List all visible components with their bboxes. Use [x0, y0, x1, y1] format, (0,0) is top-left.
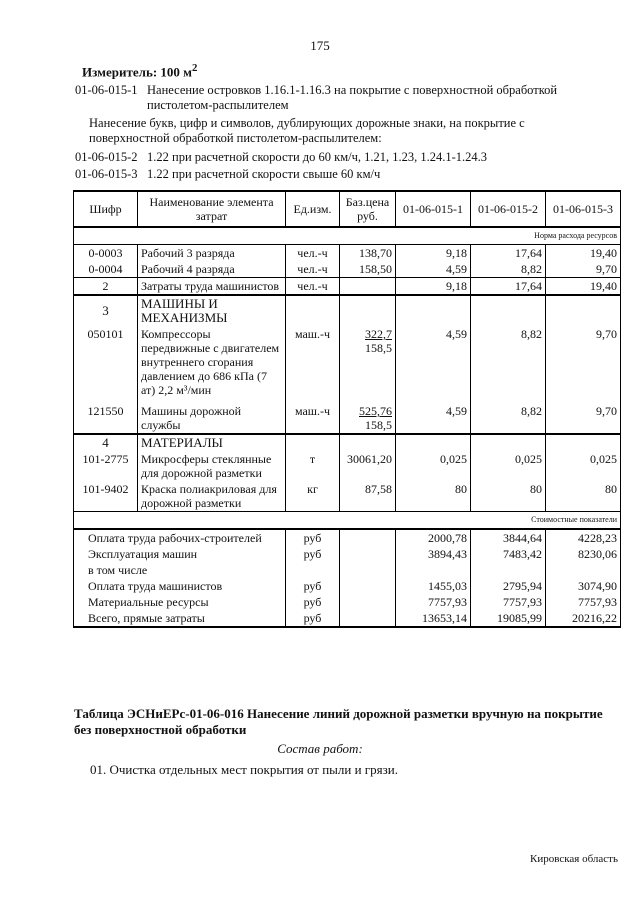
cell-code: 0-0003: [74, 245, 138, 262]
table-row: [74, 278, 621, 296]
norm-caption: Норма расхода ресурсов: [74, 227, 621, 245]
cell-price: [340, 278, 396, 296]
description-text: 1.22 при расчетной скорости свыше 60 км/ч: [147, 167, 381, 181]
description-text: Нанесение островков 1.16.1-1.16.3 на покрытие с поверхностной обработкой: [147, 83, 558, 97]
composition-title: Состав работ:: [277, 741, 363, 756]
cell-unit: маш.-ч: [286, 398, 340, 434]
cell-value: 19,40: [546, 278, 621, 296]
total-row: [74, 594, 621, 610]
description-text-cont: пистолетом-распылителем: [147, 98, 289, 112]
cell-value: 4,59: [396, 398, 471, 434]
cell-value: 80: [471, 481, 546, 512]
total-sub-row: [74, 562, 621, 578]
total-name: Оплата труда машинистов: [74, 578, 286, 594]
cell-price: 87,58: [340, 481, 396, 512]
cell-value: 4,59: [396, 326, 471, 398]
total-value: 7757,93: [546, 594, 621, 610]
measure-text: Измеритель: 100 м: [82, 64, 193, 80]
cell-unit: чел.-ч: [286, 278, 340, 296]
total-value: 7757,93: [471, 594, 546, 610]
total-name: Материальные ресурсы: [74, 594, 286, 610]
table-row: [74, 326, 621, 398]
cell-value: 0,025: [546, 451, 621, 481]
header-col-3: 01-06-015-3: [546, 191, 621, 227]
cell-unit: чел.-ч: [286, 245, 340, 262]
cell-value: 0,025: [471, 451, 546, 481]
table-row: [74, 261, 621, 278]
table-row: [74, 451, 621, 481]
cell-name: Краска полиакриловая для дорожной разметки: [138, 481, 286, 512]
cell-value: 9,70: [546, 398, 621, 434]
total-name: Всего, прямые затраты: [74, 610, 286, 627]
cell-unit: чел.-ч: [286, 261, 340, 278]
price-denominator: 158,5: [365, 418, 392, 432]
section-title: МАШИНЫ И МЕХАНИЗМЫ: [138, 295, 286, 326]
cell-empty: [471, 562, 546, 578]
total-value: 13653,14: [396, 610, 471, 627]
cell-unit: кг: [286, 481, 340, 512]
total-value: 7483,42: [471, 546, 546, 562]
description-text-cont: поверхностной обработкой пистолетом-распылителем:: [89, 131, 382, 145]
cell-empty: [340, 562, 396, 578]
price-numerator: 525,76: [359, 404, 392, 418]
cell-value: 8,82: [471, 398, 546, 434]
cell-empty: [396, 562, 471, 578]
cell-empty: [340, 434, 396, 451]
cell-value: 9,18: [396, 278, 471, 296]
total-row: [74, 610, 621, 627]
description-text: 1.22 при расчетной скорости до 60 км/ч, 1.21, 1.23, 1.24.1-1.24.3: [147, 150, 488, 164]
description-4: [75, 167, 625, 182]
total-value: 3844,64: [471, 529, 546, 546]
cell-code: 2: [74, 278, 138, 296]
table-header-row: [74, 191, 621, 227]
total-value: 2000,78: [396, 529, 471, 546]
total-value: 3894,43: [396, 546, 471, 562]
cell-empty: [286, 434, 340, 451]
cell-value: 8,82: [471, 326, 546, 398]
cell-name: Машины дорожной службы: [138, 398, 286, 434]
cell-price: [340, 326, 396, 398]
total-value: 19085,99: [471, 610, 546, 627]
cell-unit: т: [286, 451, 340, 481]
cell-empty: [286, 295, 340, 326]
total-name: в том числе: [74, 562, 286, 578]
total-value: 3074,90: [546, 578, 621, 594]
cell-value: 9,70: [546, 261, 621, 278]
cell-empty: [546, 562, 621, 578]
total-value: 20216,22: [546, 610, 621, 627]
page-number: 175: [310, 38, 330, 53]
section-title: МАТЕРИАЛЫ: [138, 434, 286, 451]
table-row: [74, 398, 621, 434]
header-code: Шифр: [74, 191, 138, 227]
description-code: 01-06-015-3: [75, 167, 138, 181]
cell-empty: [286, 562, 340, 578]
header-price: Баз.цена руб.: [340, 191, 396, 227]
total-value: 2795,94: [471, 578, 546, 594]
cell-unit: маш.-ч: [286, 326, 340, 398]
cell-empty: [340, 529, 396, 546]
table-row: [74, 481, 621, 512]
cell-name: Микросферы стеклянные для дорожной разметки: [138, 451, 286, 481]
section-row-materials: [74, 434, 621, 451]
cell-name: Компрессоры передвижные с двигателем внутреннего сгорания давлением до 686 кПа (7 ат) 2,2 м³/мин: [138, 326, 286, 398]
cell-empty: [340, 594, 396, 610]
header-col-2: 01-06-015-2: [471, 191, 546, 227]
work-item: 01. Очистка отдельных мест покрытия от пыли и грязи.: [90, 762, 398, 777]
cell-code: 101-9402: [74, 481, 138, 512]
cell-code: 050101: [74, 326, 138, 398]
total-unit: руб: [286, 594, 340, 610]
cell-value: 9,18: [396, 245, 471, 262]
header-unit: Ед.изм.: [286, 191, 340, 227]
cell-price: 30061,20: [340, 451, 396, 481]
price-numerator: 322,7: [365, 327, 392, 341]
next-table-title: Таблица ЭСНиЕРс-01-06-016 Нанесение линий дорожной разметки вручную на покрытие без поверхностной обработки: [74, 706, 603, 737]
measure-sup: 2: [192, 62, 198, 74]
cell-name: Затраты труда машинистов: [138, 278, 286, 296]
header-name: Наименование элемента затрат: [138, 191, 286, 227]
cell-empty: [340, 546, 396, 562]
cell-empty: [340, 295, 396, 326]
cell-empty: [546, 434, 621, 451]
total-row: [74, 546, 621, 562]
cost-caption-row: [74, 512, 621, 530]
cell-value: 19,40: [546, 245, 621, 262]
price-denominator: 158,5: [365, 341, 392, 355]
norm-caption-row: [74, 227, 621, 245]
cell-price: [340, 398, 396, 434]
cell-empty: [546, 295, 621, 326]
cell-value: 4,59: [396, 261, 471, 278]
description-code: 01-06-015-2: [75, 150, 138, 164]
cell-empty: [396, 295, 471, 326]
total-value: 8230,06: [546, 546, 621, 562]
table-row: [74, 245, 621, 262]
cell-code: 4: [74, 434, 138, 451]
total-unit: руб: [286, 529, 340, 546]
total-value: 4228,23: [546, 529, 621, 546]
total-value: 7757,93: [396, 594, 471, 610]
total-unit: руб: [286, 610, 340, 627]
footer-region: Кировская область: [530, 853, 619, 865]
description-2: [89, 116, 629, 146]
cell-value: 0,025: [396, 451, 471, 481]
cell-empty: [340, 578, 396, 594]
measure-label: [82, 62, 197, 80]
cell-price: 138,70: [340, 245, 396, 262]
cost-caption: Стоимостные показатели: [74, 512, 621, 530]
total-unit: руб: [286, 578, 340, 594]
description-text: Нанесение букв, цифр и символов, дублирующих дорожные знаки, на покрытие с: [89, 116, 525, 130]
cell-code: 0-0004: [74, 261, 138, 278]
cell-name: Рабочий 4 разряда: [138, 261, 286, 278]
cell-value: 80: [396, 481, 471, 512]
cell-empty: [340, 610, 396, 627]
section-row-machines: [74, 295, 621, 326]
cell-name: Рабочий 3 разряда: [138, 245, 286, 262]
cell-empty: [471, 295, 546, 326]
cell-value: 17,64: [471, 278, 546, 296]
cell-value: 9,70: [546, 326, 621, 398]
cell-code: 101-2775: [74, 451, 138, 481]
cell-price: 158,50: [340, 261, 396, 278]
cell-code: 3: [74, 295, 138, 326]
resource-table: [73, 190, 621, 628]
cell-empty: [396, 434, 471, 451]
description-3: [75, 150, 625, 165]
description-1: [75, 83, 625, 115]
cell-value: 8,82: [471, 261, 546, 278]
header-col-1: 01-06-015-1: [396, 191, 471, 227]
description-code: 01-06-015-1: [75, 83, 138, 97]
total-unit: руб: [286, 546, 340, 562]
cell-value: 80: [546, 481, 621, 512]
cell-code: 121550: [74, 398, 138, 434]
total-row: [74, 529, 621, 546]
total-name: Эксплуатация машин: [74, 546, 286, 562]
total-row: [74, 578, 621, 594]
total-name: Оплата труда рабочих-строителей: [74, 529, 286, 546]
cell-value: 17,64: [471, 245, 546, 262]
cell-empty: [471, 434, 546, 451]
total-value: 1455,03: [396, 578, 471, 594]
